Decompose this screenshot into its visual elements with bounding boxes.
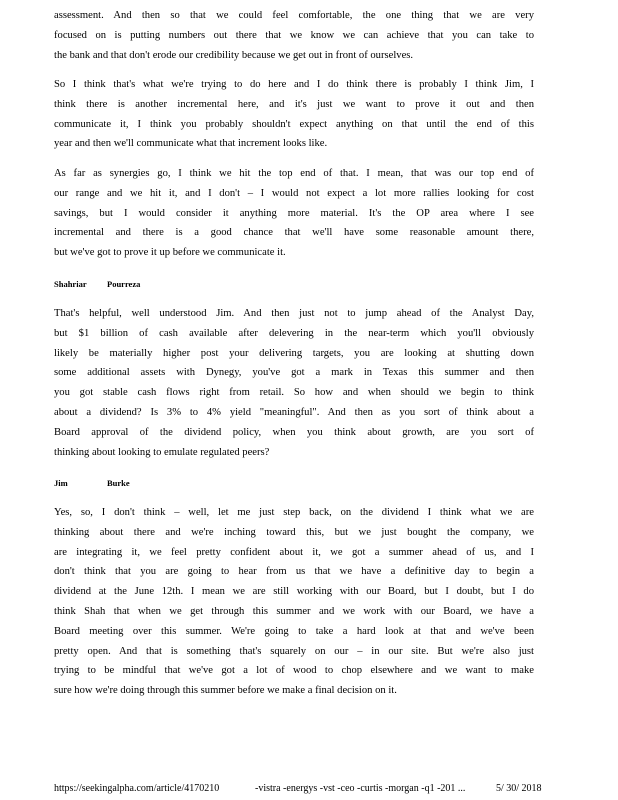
speaker-last-name: Pourreza xyxy=(107,279,141,289)
paragraph-line: Board meeting over this summer. We're going to take a hard look at that and we've been xyxy=(54,625,534,637)
paragraph xyxy=(54,75,534,154)
paragraph-line: but $1 billion of cash available after delevering in the near-term which you'll obviously xyxy=(54,327,534,339)
paragraph-line: don't think that you are going to hear from us that we have a definitive day to begin a xyxy=(54,566,534,578)
footer-url[interactable]: https://seekingalpha.com/article/4170210 xyxy=(54,783,220,794)
speaker-last-name: Burke xyxy=(107,478,130,488)
paragraph xyxy=(54,6,534,65)
paragraph-line: thinking about looking to emulate regulated peers? xyxy=(54,446,270,458)
footer-date: 5/ 30/ 2018 xyxy=(496,783,542,794)
speaker-first-name: Jim xyxy=(54,478,68,488)
paragraph-line: trying to be mindful that we've got a lot of wood to chop elsewhere and we want to make xyxy=(54,665,534,677)
paragraph-line: pretty open. And that is something that's squarely on our – in our site. But we're also just xyxy=(54,645,534,657)
paragraph xyxy=(54,164,534,263)
speaker-first-name: Shahriar xyxy=(54,279,87,289)
paragraph-line: our range and we hit it, and I don't – I would not expect a lot more rallies looking for cost xyxy=(54,187,534,199)
speaker-name xyxy=(54,277,140,291)
paragraph-line: incremental and there is a good chance that we'll have some reasonable amount there, xyxy=(54,227,534,239)
paragraph-line: year and then we'll communicate what that increment looks like. xyxy=(54,138,328,150)
paragraph-line: As far as synergies go, I think we hit the top end of that. I mean, that was our top end of xyxy=(54,168,534,179)
paragraph-line: think Shah that when we get through this summer and we work with our Board, we have a xyxy=(54,605,534,617)
paragraph-line: think there is another incremental here, and it's just we want to prove it out and then xyxy=(54,98,534,110)
paragraph-line: likely be materially higher post your delivering targets, you are looking at shutting down xyxy=(54,347,534,359)
paragraph-line: savings, but I would consider it anything more material. It's the OP area where I see xyxy=(54,207,534,219)
paragraph-line: about a dividend? Is 3% to 4% yield "meaningful". And then as you sort of think about a xyxy=(54,406,534,418)
paragraph-line: sure how we're doing through this summer before we make a final decision on it. xyxy=(54,685,397,697)
paragraph-line: the bank and that don't erode our credibility because we get out in front of ourselves. xyxy=(54,49,414,61)
paragraph xyxy=(54,304,534,462)
page-footer xyxy=(54,781,574,797)
paragraph xyxy=(54,503,534,701)
paragraph-line: So I think that's what we're trying to do here and I do think there is probably I think Jim, I xyxy=(54,79,534,90)
paragraph-line: but we've got to prove it up before we communicate it. xyxy=(54,247,286,259)
speaker-name xyxy=(54,476,130,490)
paragraph-line: are integrating it, we feel pretty confident about it, we got a summer ahead of us, and I xyxy=(54,546,534,558)
paragraph-line: some additional assets with Dynegy, you've got a mark in Texas this summer and then xyxy=(54,367,534,379)
paragraph-line: dividend at the June 12th. I mean we are still working with our Board, but I doubt, but I do xyxy=(54,586,534,598)
paragraph-line: you got stable cash flows right from retail. So how and when should we begin to think xyxy=(54,387,534,399)
footer-title: -vistra -energys -vst -ceo -curtis -morgan -q1 -201 ... xyxy=(255,783,466,794)
paragraph-line: Yes, so, I don't think – well, let me just step back, on the dividend I think what we are xyxy=(54,507,534,518)
paragraph-line: assessment. And then so that we could feel comfortable, the one thing that we are very xyxy=(54,10,534,21)
paragraph-line: focused on is putting numbers out there that we know we can achieve that you can take to xyxy=(54,29,534,41)
paragraph-line: That's helpful, well understood Jim. And then just not to jump ahead of the Analyst Day, xyxy=(54,308,534,319)
paragraph-line: communicate it, I think you probably shouldn't expect anything on that until the end of this xyxy=(54,118,534,130)
paragraph-line: Board approval of the dividend policy, when you think about growth, are you sort of xyxy=(54,426,534,438)
paragraph-line: thinking about there and we're inching toward this, but we just bought the company, we xyxy=(54,526,534,538)
